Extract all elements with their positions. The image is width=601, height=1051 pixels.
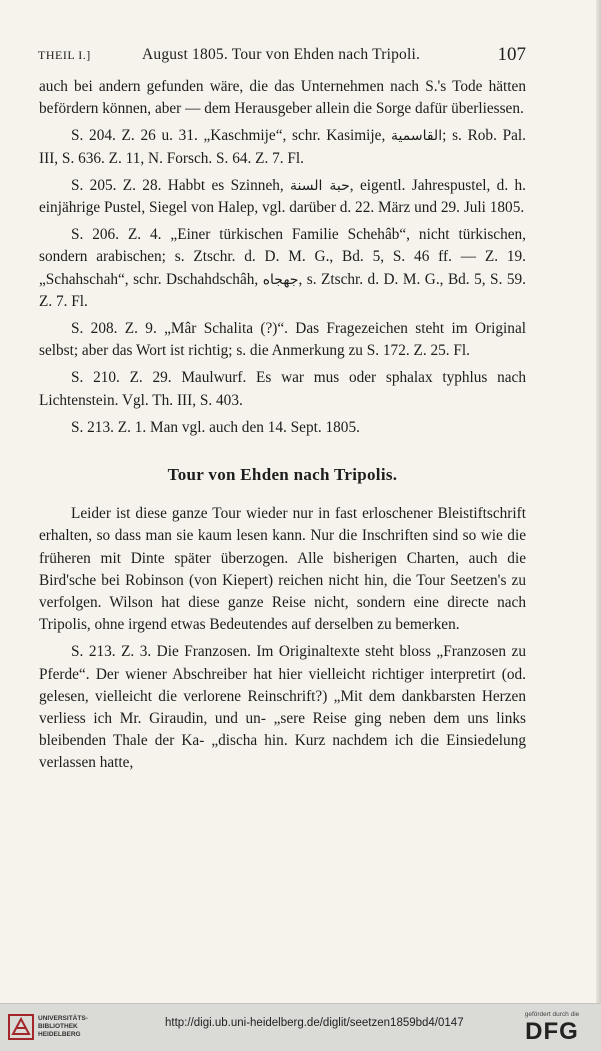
arabic-term: القاسمية bbox=[391, 128, 443, 145]
body-text bbox=[39, 76, 526, 775]
sponsor-block bbox=[512, 1011, 592, 1044]
sponsor-note: gefördert durch die bbox=[524, 1011, 580, 1018]
arabic-term: جهجاه bbox=[262, 271, 299, 288]
paragraph: S. 213. Z. 3. Die Franzosen. Im Originaltexte steht bloss „Franzosen zu Pferde“. Der wiener Abschreiber hat hier vielleicht richtiger interpretirt (od. gelesen, vielleicht die verlorene Reinschrift?) „Mit dem dankbarsten Herzen verliess ich Mr. Giraudin, und un- „sere Reise ging neben dem uns links bleibenden Thale der Ka- „discha hin. Kurz nachdem ich die Einsiedelung verlassen hatte, bbox=[39, 643, 526, 772]
library-name: UNIVERSITÄTS- BIBLIOTHEK HEIDELBERG bbox=[38, 1015, 88, 1038]
footer-bar bbox=[0, 1003, 601, 1051]
source-url-link[interactable]: http://digi.ub.uni-heidelberg.de/diglit/seetzen1859bd4/0147 bbox=[165, 1017, 464, 1029]
paragraph: S. 210. Z. 29. Maulwurf. Es war mus oder sphalax typhlus nach Lichtenstein. Vgl. Th. III, S. 403. bbox=[39, 369, 526, 409]
paragraph: auch bei andern gefunden wäre, die das Unternehmen nach S.'s Tode hätten befördern können, aber — dem Herausgeber allein die Sorge dafür überliessen. bbox=[39, 78, 526, 118]
paragraph: Leider ist diese ganze Tour wieder nur in fast erloschener Bleistiftschrift erhalten, so dass man sie kaum lesen kann. Nur die Inschriften sind so wie die früheren mit Dinte später überzogen. Alle bisherigen Charten, auch die Bird'sche bei Robinson (von Kiepert) reichen nicht hin, die Tour Seetzen's zu verfolgen. Wilson hat diese ganze Reise nicht, sondern eine directe nach Tripolis, ohne irgend etwas Bedeutendes auf derselben zu bemerken. bbox=[39, 505, 526, 634]
page-edge-shadow bbox=[596, 0, 601, 1003]
arabic-term: حبة السنة bbox=[290, 177, 350, 194]
section-label: THEIL I.] bbox=[38, 48, 91, 62]
library-logo-icon bbox=[8, 1014, 34, 1040]
dfg-logo: DFG bbox=[525, 1018, 579, 1045]
paragraph: S. 208. Z. 9. „Mâr Schalita (?)“. Das Fragezeichen steht im Original selbst; aber das Wort ist richtig; s. die Anmerkung zu S. 172. Z. 25. Fl. bbox=[39, 320, 526, 360]
paragraph: S. 213. Z. 1. Man vgl. auch den 14. Sept. 1805. bbox=[71, 418, 360, 436]
section-title: Tour von Ehden nach Tripolis. bbox=[167, 465, 398, 485]
paragraph: S. 205. Z. 28. Habbt es Szinneh, حبة السنة, eigentl. Jahrespustel, d. h. einjährige Pustel, Siegel von Halep, vgl. darüber d. 22. März und 29. Juli 1805. bbox=[39, 176, 526, 217]
running-title: August 1805. Tour von Ehden nach Tripoli. bbox=[142, 46, 421, 63]
running-header bbox=[38, 46, 526, 68]
paragraph: S. 204. Z. 26 u. 31. „Kaschmije“, schr. Kasimije, القاسمية; s. Rob. Pal. III, S. 636. Z. 11, N. Forsch. S. 64. Z. 7. Fl. bbox=[39, 127, 526, 167]
page-number: 107 bbox=[497, 44, 526, 65]
paragraph: S. 206. Z. 4. „Einer türkischen Familie Schehâb“, nicht türkischen, sondern arabischen; s. Ztschr. d. D. M. G., Bd. 5, S. 46 ff. — Z. 19. „Schahschah“, schr. Dschahdschâh, جهجاه, s. Ztschr. d. D. M. G., Bd. 5, S. 59. Z. 7. Fl. bbox=[39, 226, 526, 310]
